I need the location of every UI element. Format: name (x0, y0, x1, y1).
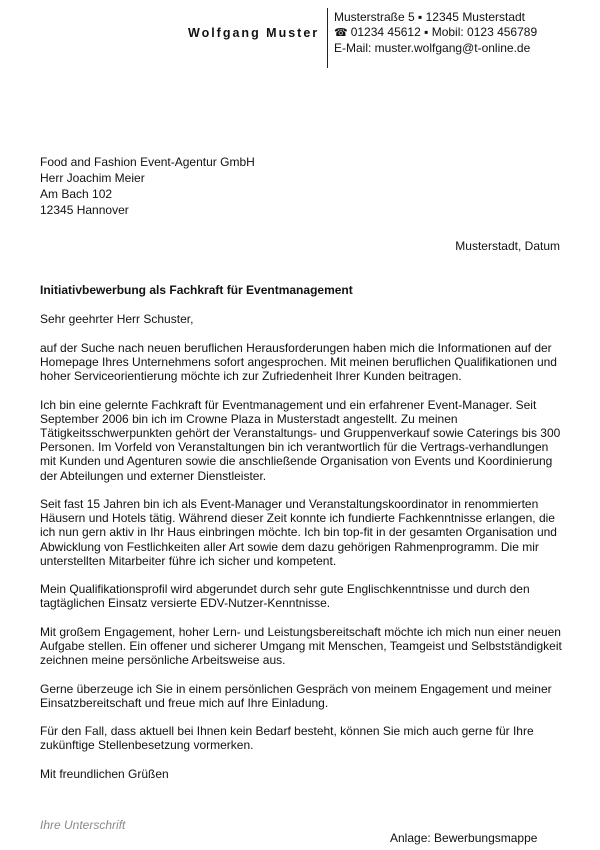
sender-phone: 01234 45612 ▪ Mobil: 0123 456789 (350, 25, 538, 39)
paragraph: Gerne überzeuge ich Sie in einem persönlichen Gespräch von meinem Engagement und meiner Einsatzbereitschaft und freue mich auf Ihre Einladung. (40, 681, 552, 710)
place-date: Musterstadt, Datum (455, 239, 560, 253)
recipient-city: 12345 Hannover (40, 203, 129, 217)
letter-body (40, 312, 564, 795)
subject-line: Initiativbewerbung als Fachkraft für Eventmanagement (40, 283, 353, 297)
salutation: Sehr geehrter Herr Schuster, (40, 312, 194, 326)
recipient-company: Food and Fashion Event-Agentur GmbH (40, 155, 255, 169)
paragraph: Mein Qualifikationsprofil wird abgerundet durch sehr gute Englischkenntnisse und durch den tagtäglichen Einsatz versierte EDV-Nutzer-Kenntnisse. (40, 582, 530, 611)
paragraph: Seit fast 15 Jahren bin ich als Event-Manager und Veranstaltungskoordinator in renommierten Häusern und Hotels tätig. Während dieser Zeit konnte ich fundierte Fachkenntnisse erlangen, die ich nun gern aktiv in Ihr Haus einbringen möchte. Ich bin top-fit in der gesamten Organisation und Abwicklung von Festlichkeiten aller Art sowie dem dazu gehörigen Rahmenprogramm. Die mir unterstellten Mitarbeiter führe ich sicher und kompetent. (40, 496, 557, 568)
recipient-street: Am Bach 102 (40, 187, 113, 201)
sender-address: Musterstraße 5 ▪ 12345 Musterstadt (334, 10, 526, 24)
sender-name: Wolfgang Muster (188, 26, 320, 40)
paragraph: auf der Suche nach neuen beruflichen Herausforderungen haben mich die Informationen auf der Homepage Ihres Unternehmens sofort angesprochen. Mit meinen beruflichen Qualifikationen und hoher Serviceorientierung möchte ich zur Zufriedenheit Ihrer Kunden beitragen. (40, 340, 557, 384)
signature-placeholder: Ihre Unterschrift (40, 818, 126, 832)
paragraph: Mit großem Engagement, hoher Lern- und Leistungsbereitschaft möchte ich mich nun einer neuen Aufgabe stellen. Ein offener und sicherer Umgang mit Menschen, Teamgeist und Selbstständigkeit zeichnen meine persönliche Arbeitsweise aus. (40, 624, 562, 668)
closing: Mit freundlichen Grüßen (40, 766, 169, 781)
header-divider (327, 8, 328, 68)
sender-contact-block (334, 10, 537, 56)
sender-email: E-Mail: muster.wolfgang@t-online.de (334, 41, 531, 55)
recipient-contact: Herr Joachim Meier (40, 171, 145, 185)
recipient-address (40, 154, 255, 218)
telephone-icon: ☎ (334, 27, 348, 39)
paragraph: Ich bin eine gelernte Fachkraft für Eventmanagement und ein erfahrener Event-Manager. Seit September 2006 bin ich im Crowne Plaza in Musterstadt angestellt. Zu meinen Tätigkeitsschwerpunkten gehört der Veranstaltungs- und Gruppenverkauf sowie Caterings bis 300 Personen. Im Vorfeld von Veranstaltungen bin ich verantwortlich für die Vertrags-verhandlungen mit Kunden und Agenturen sowie die anschließende Organisation von Events und Koordinierung der Abteilungen und externer Dienstleister. (40, 397, 561, 483)
sender-phone-row (334, 25, 537, 41)
enclosure-note: Anlage: Bewerbungsmappe (390, 831, 538, 845)
paragraph: Für den Fall, dass aktuell bei Ihnen kein Bedarf besteht, können Sie mich auch gerne für Ihre zukünftige Stellenbesetzung vormerken. (40, 724, 534, 753)
